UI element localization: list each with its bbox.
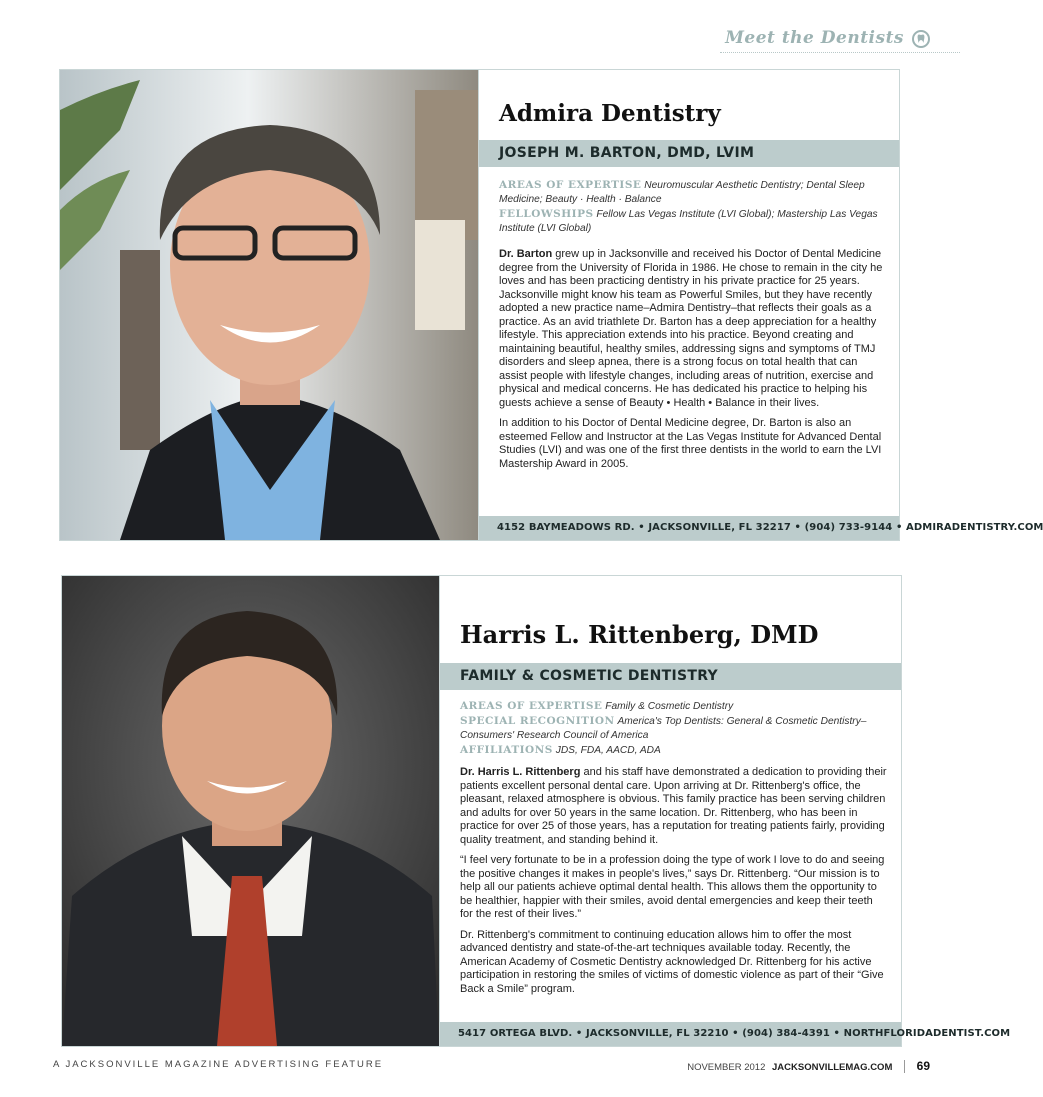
detail-value-recognition: America's Top Dentists: General & Cosmetic Dentistry–Consumers' Research Council of America [460,716,867,741]
detail-label-recognition: SPECIAL RECOGNITION [460,715,615,727]
page-footer [0,1055,960,1085]
bio-paragraph [499,248,885,410]
contact-bar [479,516,1043,540]
detail-value-fellowships: Fellow Las Vegas Institute (LVI Global); Mastership Las Vegas Institute (LVI Global) [499,209,878,234]
detail-label-affiliations: AFFILIATIONS [460,744,553,756]
practice-specialty: FAMILY & COSMETIC DENTISTRY [460,668,718,684]
dentist-card-barton [59,69,1043,541]
advertising-feature-label: A JACKSONVILLE MAGAZINE ADVERTISING FEATURE [53,1059,384,1070]
tooth-icon [912,30,930,48]
detail-value-expertise: Family & Cosmetic Dentistry [605,701,734,712]
details-block [460,699,887,758]
footer-divider [904,1060,905,1073]
bio-paragraph-2: “I feel very fortunate to be in a profession doing the type of work I love to do and seeing the positive changes it makes in people's lives,” says Dr. Rittenberg. “Our mission is to help all our patients achieve optimal dental health. This allows them the opportunity to be healthier, happier with their smiles, avoid dental emergencies and keep their teeth for the rest of their lives.” [460,854,885,920]
profile-panel-barton [478,70,1043,540]
dentist-card-rittenberg [61,575,1011,1047]
magazine-url[interactable]: JACKSONVILLEMAG.COM [772,1062,893,1073]
footer-meta [687,1059,930,1073]
bio-name: Dr. Barton [499,248,553,260]
bio-paragraph-1: and his staff have demonstrated a dedication to providing their patients excellent personal dental care. Upon arriving at Dr. Rittenberg's office, the pleasant, relaxed atmosphere is obvious. This family practice has been serving children and adults for over 50 years in the same location. Dr. Rittenberg, who has been in practice for over 25 of those years, has a reputation for treating patients fairly, providing quality treatment, and standing behind it. [460,766,887,846]
dentist-credentials: JOSEPH M. BARTON, DMD, LVIM [499,145,755,161]
details-block [499,178,885,236]
bio-paragraph-3: Dr. Rittenberg's commitment to continuing education allows him to offer the most advanced dentistry and state-of-the-art techniques available today. Recently, the American Academy of Cosmetic Dentistry acknowledged Dr. Rittenberg for his active participation in restoring the smiles of victims of domestic violence as part of their “Give Back a Smile” program. [460,928,884,995]
issue-date: NOVEMBER 2012 [687,1062,766,1073]
contact-info[interactable]: 5417 ORTEGA BLVD. • JACKSONVILLE, FL 32210 • (904) 384-4391 • NORTHFLORIDADENTIST.COM [458,1028,1011,1039]
bio-text [460,766,887,1003]
section-label: Meet the Dentists [725,28,904,48]
detail-value-expertise: Neuromuscular Aesthetic Dentistry; Dental Sleep Medicine; Beauty · Health · Balance [499,180,865,205]
profile-panel-rittenberg [439,576,1011,1046]
subtitle-bar [440,663,901,690]
bio-name: Dr. Harris L. Rittenberg [460,766,581,778]
page-header [0,0,960,60]
detail-label-expertise: AREAS OF EXPERTISE [460,700,603,712]
contact-bar [440,1022,1011,1046]
bio-paragraph [460,766,887,847]
bio-paragraph-2: In addition to his Doctor of Dental Medicine degree, Dr. Barton is also an esteemed Fellow and Instructor at the Las Vegas Institute for Advanced Dental Studies (LVI) and was one of the first three dentists in the world to earn the LVI Mastership Award in 2005. [499,417,882,470]
portrait-photo-barton [60,70,478,540]
header-divider [720,52,960,53]
bio-paragraph-1: grew up in Jacksonville and received his Doctor of Dental Medicine degree from the University of Florida in 1986. He chose to remain in the city he loves and has been practicing dentistry in his private practice for 25 years. Jacksonville might know his team as Powerful Smiles, but they have recently adopted a new practice name–Admira Dentistry–that reflects their goals as a practice. As an avid triathlete Dr. Barton has a deep appreciation for a healthy lifestyle. This appreciation extends into his practice. Beyond creating and maintaining beautiful, healthy smiles, addressing signs and symptoms of TMJ disorders and sleep apnea, there is a strong focus on total health that can assist people with lifestyle changes, including areas of nutrition, exercise and physical and medical concerns. He has dedicated his practice to helping his guests achieve a sense of Beauty • Health • Balance in their lives. [499,248,883,409]
contact-info[interactable]: 4152 BAYMEADOWS RD. • JACKSONVILLE, FL 32217 • (904) 733-9144 • ADMIRADENTISTRY.COM [497,522,1043,533]
portrait-photo-rittenberg [62,576,439,1046]
detail-value-affiliations: JDS, FDA, AACD, ADA [555,745,661,756]
bio-text [499,248,885,478]
detail-label-fellowships: FELLOWSHIPS [499,208,594,220]
detail-label-expertise: AREAS OF EXPERTISE [499,179,642,191]
page-number: 69 [916,1059,930,1073]
subtitle-bar [479,140,899,167]
practice-name: Harris L. Rittenberg, DMD [460,620,819,649]
practice-name: Admira Dentistry [499,100,721,127]
